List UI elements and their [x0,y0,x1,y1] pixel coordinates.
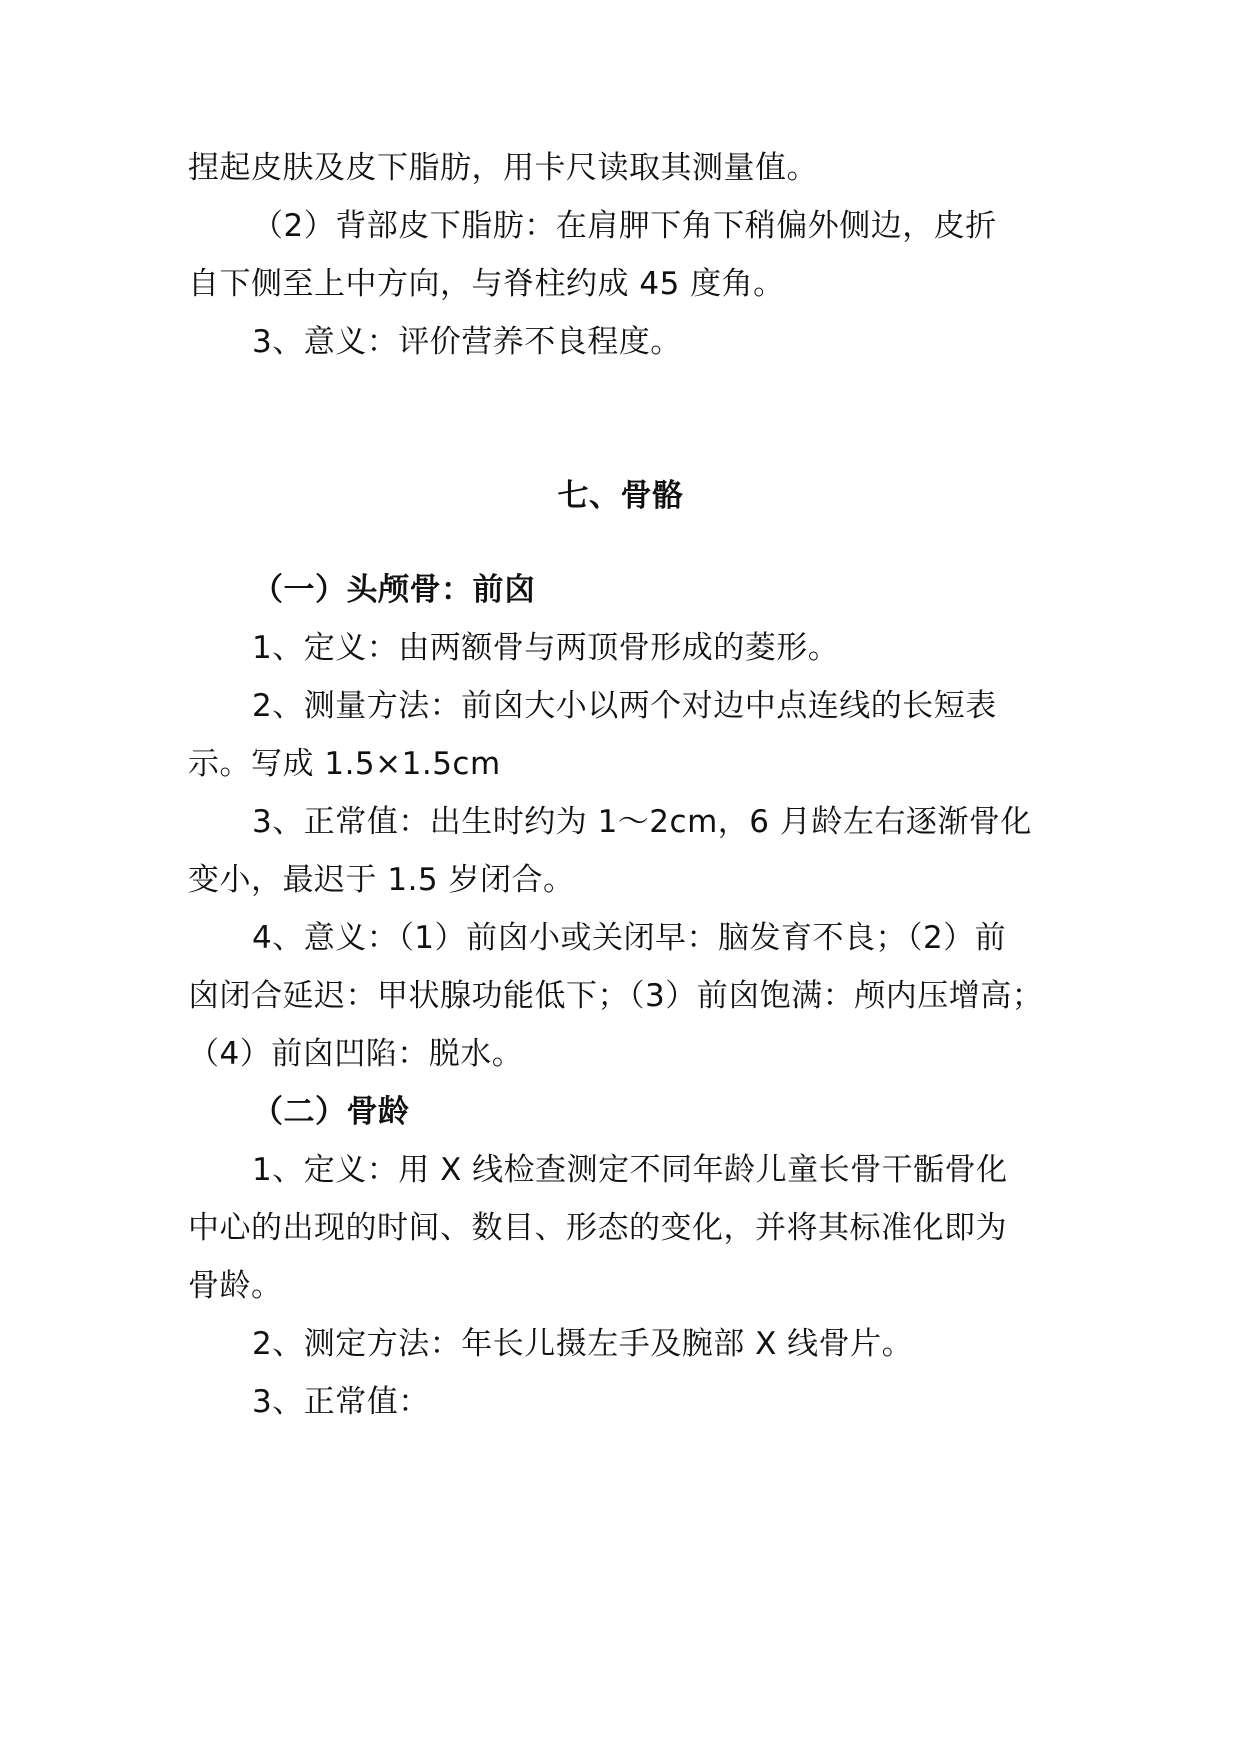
paragraph-line: 捏起皮肤及皮下脂肪，用卡尺读取其测量值。 [188,150,818,186]
paragraph-line: 2、测定方法：年长儿摄左手及腕部 X 线骨片。 [252,1326,914,1362]
paragraph-line: 1、定义：由两额骨与两顶骨形成的菱形。 [252,630,840,666]
paragraph-line: 自下侧至上中方向，与脊柱约成 45 度角。 [188,266,785,302]
paragraph-line: 示。写成 1.5×1.5cm [188,746,501,782]
paragraph-line: 中心的出现的时间、数目、形态的变化，并将其标准化即为 [188,1210,1007,1246]
paragraph-line: 4、意义：（1）前囟小或关闭早：脑发育不良；（2）前 [252,920,1007,956]
paragraph-line: 骨龄。 [188,1268,283,1304]
paragraph-line: 变小，最迟于 1.5 岁闭合。 [188,862,575,898]
paragraph-line: 1、定义：用 X 线检查测定不同年龄儿童长骨干骺骨化 [252,1152,1008,1188]
paragraph-line: 囟闭合延迟：甲状腺功能低下；（3）前囟饱满：颅内压增高； [188,978,1044,1014]
paragraph-line: 3、正常值：出生时约为 1～2cm，6 月龄左右逐渐骨化 [252,804,1032,840]
paragraph-line: 2、测量方法：前囟大小以两个对边中点连线的长短表 [252,688,997,724]
paragraph-line: （2）背部皮下脂肪：在肩胛下角下稍偏外侧边，皮折 [252,208,997,244]
subsection-heading: （一）头颅骨：前囟 [252,572,536,608]
section-title: 七、骨骼 [557,478,684,514]
paragraph-line: （4）前囟凹陷：脱水。 [188,1036,524,1072]
paragraph-line: 3、意义：评价营养不良程度。 [252,324,682,360]
subsection-heading: （二）骨龄 [252,1094,410,1130]
paragraph-line: 3、正常值： [252,1384,430,1420]
